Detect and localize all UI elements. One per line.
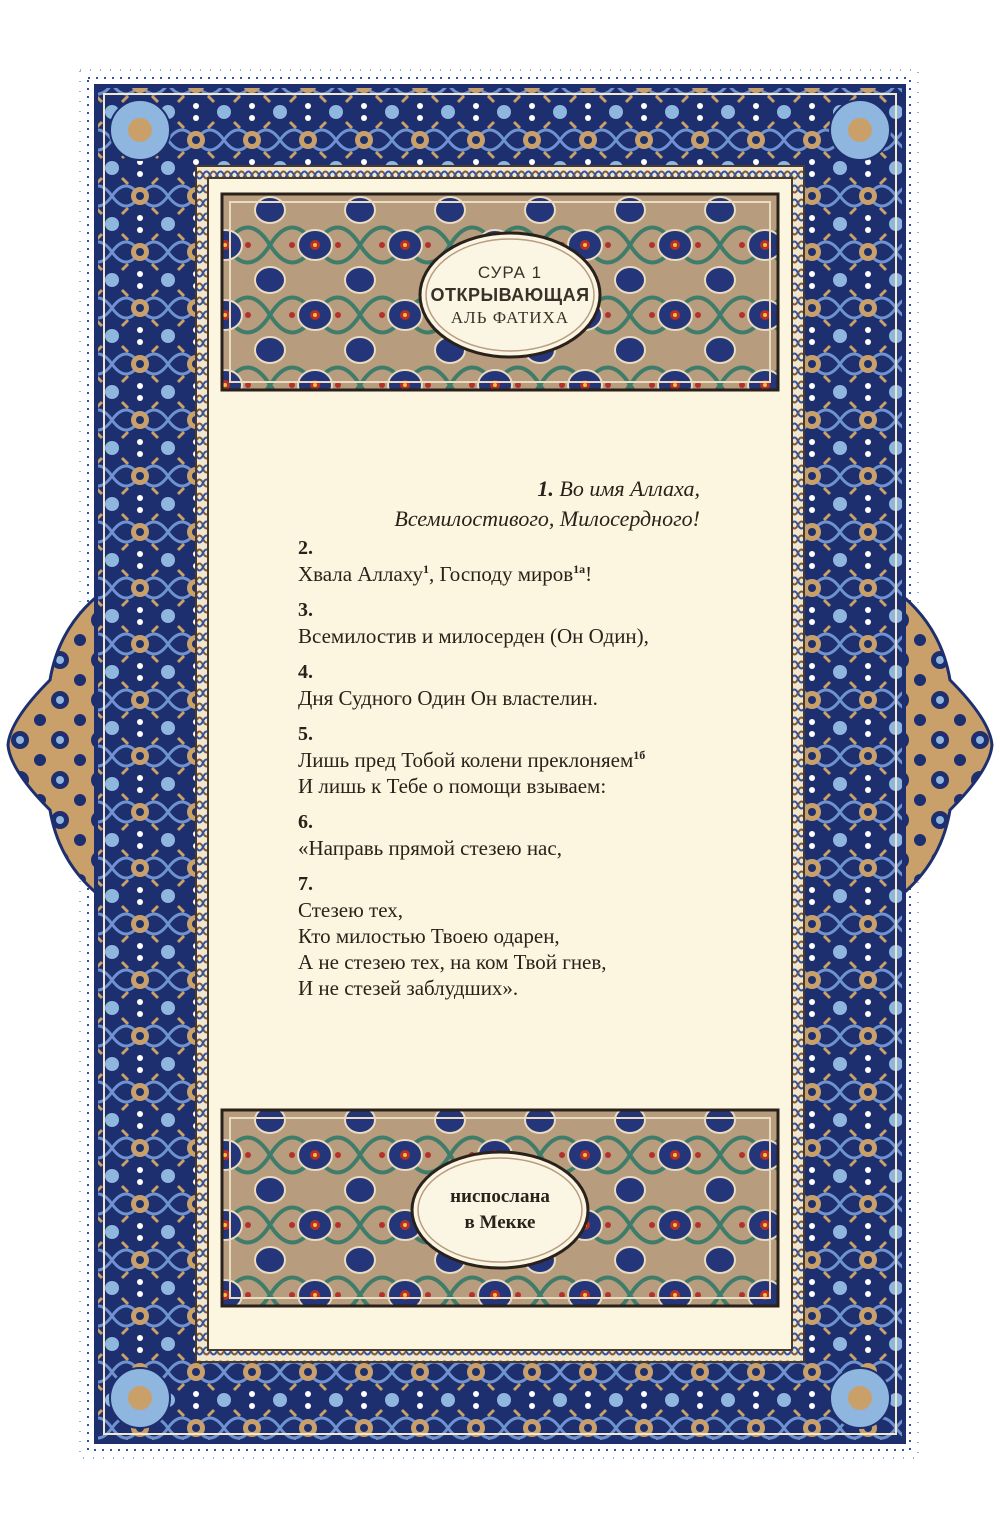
revelation-line-2: в Мекке xyxy=(464,1212,536,1233)
basmala-line-1: 1. Во имя Аллаха, xyxy=(537,476,700,501)
verses-list xyxy=(298,535,728,1011)
footnote-ref: 1б xyxy=(633,748,646,762)
verse-3 xyxy=(298,597,728,649)
basmala-verse xyxy=(300,474,700,534)
verse-6 xyxy=(298,809,728,861)
verse-number: 5. xyxy=(298,723,313,745)
verse-line: Всемилостив и милосерден (Он Один), xyxy=(298,624,649,648)
verse-number: 1. xyxy=(537,476,554,501)
verse-5 xyxy=(298,721,728,799)
verse-line: Кто милостью Твоею одарен, xyxy=(298,924,560,948)
footnote-ref: 1 xyxy=(423,562,430,576)
sura-number-label: СУРА 1 xyxy=(477,262,543,282)
sura-name: ОТКРЫВАЮЩАЯ xyxy=(430,284,590,305)
basmala-line-2: Всемилостивого, Милосердного! xyxy=(394,506,700,531)
verse-line: А не стезею тех, на ком Твой гнев, xyxy=(298,950,607,974)
revelation-place-cartouche xyxy=(420,1170,580,1250)
verse-7 xyxy=(298,871,728,1001)
footnote-ref: 1а xyxy=(573,562,586,576)
verse-line: И не стезей заблудших». xyxy=(298,976,519,1000)
sura-title-cartouche xyxy=(430,240,590,350)
verse-number: 2. xyxy=(298,537,313,559)
verse-number: 4. xyxy=(298,661,313,683)
verse-line: «Направь прямой стезею нас, xyxy=(298,836,562,860)
verse-line: Лишь пред Тобой колени преклоняем$^{1б}$ xyxy=(298,748,646,772)
verse-2 xyxy=(298,535,728,587)
verse-line: Дня Судного Один Он властелин. xyxy=(298,686,598,710)
revelation-line-1: ниспослана xyxy=(450,1186,550,1207)
verse-4 xyxy=(298,659,728,711)
verse-line: И лишь к Тебе о помощи взываем: xyxy=(298,774,607,798)
verse-line: Стезею тех, xyxy=(298,898,404,922)
verse-number: 3. xyxy=(298,599,313,621)
verse-number: 6. xyxy=(298,811,313,833)
verse-line: Хвала Аллаху$^1$, Господу миров$^{1а}$! xyxy=(298,562,593,586)
sura-arabic-name: АЛЬ ФАТИХА xyxy=(450,307,570,327)
verse-number: 7. xyxy=(298,873,313,895)
